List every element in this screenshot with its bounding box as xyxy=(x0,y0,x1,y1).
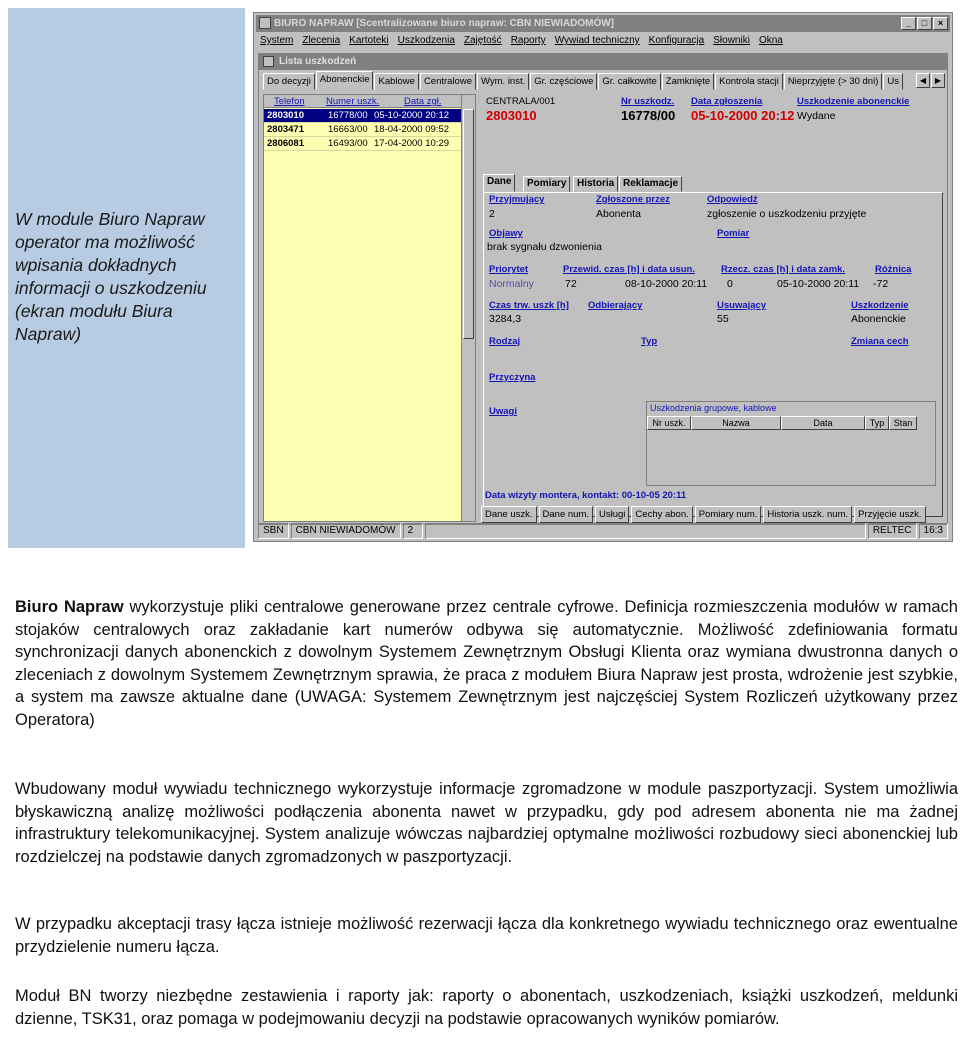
caption-line: wpisania dokładnych xyxy=(15,255,177,275)
zgloszone-label: Zgłoszone przez xyxy=(596,194,670,205)
roznica-label: Różnica xyxy=(875,264,912,275)
category-tabs xyxy=(263,73,945,90)
czas-label: Czas trw. uszk [h] xyxy=(489,300,569,311)
cell-telefon: 2803471 xyxy=(267,124,304,135)
priorytet-label: Priorytet xyxy=(489,264,529,275)
przyjmujacy-label: Przyjmujący xyxy=(489,194,545,205)
usuwajacy-label: Usuwający xyxy=(717,300,767,311)
cell-numer: 16493/00 xyxy=(328,138,368,149)
caption-line: W module Biuro Napraw xyxy=(15,209,205,229)
wizyta-label: Data wizyty montera, kontakt: 00-10-05 20:11 xyxy=(485,490,687,501)
tab-scroll-left-icon[interactable]: ◀ xyxy=(916,73,930,88)
tab-abonenckie[interactable]: Abonenckie xyxy=(316,71,374,90)
menu-zlecenia[interactable]: Zlecenia xyxy=(302,35,341,46)
minimize-icon[interactable]: _ xyxy=(901,17,916,30)
pomiary-num-button[interactable]: Pomiary num. xyxy=(695,506,762,523)
paragraph-1-bold: Biuro Napraw xyxy=(15,598,124,616)
przyjmujacy-value[interactable]: 2 xyxy=(489,208,495,220)
menu-slowniki[interactable]: Słowniki xyxy=(713,35,750,46)
nr-uszkodz-label: Nr uszkodz. xyxy=(621,96,675,107)
col-data[interactable]: Data zgł. xyxy=(404,96,442,107)
historia-uszk-button[interactable]: Historia uszk. num. xyxy=(763,506,852,523)
caption-text xyxy=(15,208,240,346)
paragraph-3: W przypadku akceptacji trasy łącza istnieje możliwość rezerwacji łącza dla konkretnego wywiadu technicznego oraz ewentualne przydzielenie numeru łącza. xyxy=(15,915,958,956)
rodzaj-label: Rodzaj xyxy=(489,336,521,347)
tab-historia[interactable]: Historia xyxy=(573,176,618,192)
list-scroll-thumb[interactable] xyxy=(463,109,474,339)
priorytet-value[interactable]: Normalny xyxy=(489,278,534,290)
caption-line: Napraw) xyxy=(15,324,82,344)
damage-list-titlebar xyxy=(259,54,947,70)
app-title: BIURO NAPRAW [Scentralizowane biuro napraw: CBN NIEWIADOMÓW] xyxy=(274,18,615,29)
czas-value: 3284,3 xyxy=(489,313,522,325)
data-zgl-value: 05-10-2000 20:12 xyxy=(691,108,795,123)
przewid-date-value[interactable]: 08-10-2000 20:11 xyxy=(625,278,708,290)
przyczyna-label: Przyczyna xyxy=(489,372,536,383)
status-time: 16:3 xyxy=(919,523,948,539)
group-col-stan[interactable]: Stan xyxy=(889,416,917,430)
przewid-label: Przewid. czas [h] i data usun. xyxy=(563,264,695,275)
tab-scroll-right-icon[interactable]: ▶ xyxy=(931,73,945,88)
uszkodzenie-label: Uszkodzenie xyxy=(851,300,909,311)
roznica-value: -72 xyxy=(873,278,889,290)
cell-data: 05-10-2000 20:12 xyxy=(374,110,450,121)
menu-zajetosc[interactable]: Zajętość xyxy=(463,35,502,46)
uszk-ab-label: Uszkodzenie abonenckie xyxy=(797,96,910,107)
app-window xyxy=(253,12,953,542)
status-reltec: RELTEC xyxy=(868,523,917,539)
uwagi-label: Uwagi xyxy=(489,406,517,417)
rzecz-h-value[interactable]: 0 xyxy=(727,278,733,290)
cell-telefon: 2803010 xyxy=(267,110,304,121)
damage-list-window xyxy=(258,53,948,525)
menu-system[interactable]: System xyxy=(260,35,294,46)
window-icon xyxy=(263,56,274,67)
app-icon xyxy=(259,17,271,29)
caption-line: (ekran modułu Biura xyxy=(15,301,173,321)
paragraph-4: Moduł BN tworzy niezbędne zestawienia i raporty jak: raporty o abonentach, uszkodzeniach, książki uszkodzeń, meldunki dzienne, TSK31, oraz pomaga w podejmowaniu decyzji na podstawie opracowanych wyników pomiarów. xyxy=(15,987,958,1028)
status-spacer xyxy=(425,523,866,539)
group-col-data[interactable]: Data xyxy=(781,416,865,430)
col-telefon[interactable]: Telefon xyxy=(274,96,305,107)
data-zgl-label: Data zgłoszenia xyxy=(691,96,763,107)
list-scrollbar[interactable] xyxy=(461,95,475,521)
close-icon[interactable]: × xyxy=(933,17,948,30)
paragraph-1-text: wykorzystuje pliki centralowe generowane przez centrale cyfrowe. Definicja rozmieszczenia modułów w ramach stojaków centralowych oraz zakładanie kart numerów odbywa się automatycznie. Możliwość zdefiniowania formatu synchronizacji danych abonenckich z dowolnym Systemem Zewnętrznym Obsługi Klienta oraz wymiana dwustronna danych o zleceniach z dowolnym Systemem Zewnętrznym sprawia, że praca z modułem Biura Napraw jest prosta, wdrożenie jest szybkie, a system ma zawsze aktualne dane (UWAGA: Systemem Zewnętrznym jest najczęściej System Rozliczeń użytkowany przez Operatora) xyxy=(15,598,958,729)
rzecz-date-value[interactable]: 05-10-2000 20:11 xyxy=(777,278,860,290)
group-col-typ[interactable]: Typ xyxy=(865,416,889,430)
dane-uszk-button[interactable]: Dane uszk. xyxy=(481,506,537,523)
cell-numer: 16663/00 xyxy=(328,124,368,135)
col-numer[interactable]: Numer uszk. xyxy=(326,96,380,107)
phone-value: 2803010 xyxy=(486,108,537,123)
odpowiedz-value[interactable]: zgłoszenie o uszkodzeniu przyjęte xyxy=(707,208,867,220)
damage-list-title: Lista uszkodzeń xyxy=(279,56,357,67)
list-row[interactable] xyxy=(264,137,462,151)
cell-telefon: 2806081 xyxy=(267,138,304,149)
tab-reklamacje[interactable]: Reklamacje xyxy=(619,176,682,192)
tab-zamkniete[interactable]: Zamknięte xyxy=(662,73,714,90)
tab-dane[interactable]: Dane xyxy=(483,174,515,192)
status-cbn: CBN NIEWIADOMÓW xyxy=(291,523,401,539)
uszk-ab-value: Wydane xyxy=(797,110,836,122)
cell-data: 17-04-2000 10:29 xyxy=(374,138,450,149)
maximize-icon[interactable]: □ xyxy=(917,17,932,30)
zgloszone-value[interactable]: Abonenta xyxy=(596,208,641,220)
window-controls xyxy=(901,17,948,30)
rzecz-label: Rzecz. czas [h] i data zamk. xyxy=(721,264,846,275)
menu-konfiguracja[interactable]: Konfiguracja xyxy=(648,35,705,46)
tab-centralowe[interactable]: Centralowe xyxy=(420,73,476,90)
centrala-label: CENTRALA/001 xyxy=(486,96,556,107)
uslugi-button[interactable]: Usługi xyxy=(595,506,629,523)
tab-gr-czesciowe[interactable]: Gr. częściowe xyxy=(530,73,597,90)
przyjecie-uszk-button[interactable]: Przyjęcie uszk. xyxy=(854,506,925,523)
odbierajacy-label: Odbierający xyxy=(588,300,643,311)
status-user: 2 xyxy=(403,523,423,539)
zmiana-label: Zmiana cech xyxy=(851,336,909,347)
objawy-value[interactable]: brak sygnału dzwonienia xyxy=(487,241,602,253)
tab-kontrola-stacji[interactable]: Kontrola stacji xyxy=(715,73,783,90)
menu-raporty[interactable]: Raporty xyxy=(510,35,546,46)
typ-label: Typ xyxy=(641,336,658,347)
menu-wywiad[interactable]: Wywiad techniczny xyxy=(554,35,640,46)
usuwajacy-value[interactable]: 55 xyxy=(717,313,729,325)
detail-panel xyxy=(481,94,945,522)
menu-uszkodzenia[interactable]: Uszkodzenia xyxy=(397,35,455,46)
dane-num-button[interactable]: Dane num. xyxy=(539,506,593,523)
pomiar-label: Pomiar xyxy=(717,228,750,239)
cell-data: 18-04-2000 09:52 xyxy=(374,124,450,135)
tab-do-decyzji[interactable]: Do decyzji xyxy=(263,73,315,90)
cechy-abon-button[interactable]: Cechy abon. xyxy=(631,506,692,523)
menu-okna[interactable]: Okna xyxy=(758,35,783,46)
uszkodzenie-value[interactable]: Abonenckie xyxy=(851,313,906,325)
tab-us[interactable]: Us xyxy=(883,73,903,90)
group-col-nr[interactable]: Nr uszk. xyxy=(647,416,691,430)
cell-numer: 16778/00 xyxy=(328,110,368,121)
caption-line: operator ma możliwość xyxy=(15,232,195,252)
tab-pomiary[interactable]: Pomiary xyxy=(523,176,570,192)
tab-gr-calkowite[interactable]: Gr. całkowite xyxy=(598,73,660,90)
przewid-h-value[interactable]: 72 xyxy=(565,278,577,290)
paragraph-1 xyxy=(15,596,958,732)
tab-wym-inst[interactable]: Wym. inst. xyxy=(477,73,529,90)
menu-kartoteki[interactable]: Kartoteki xyxy=(349,35,389,46)
menu-bar xyxy=(258,33,948,49)
tab-kablowe[interactable]: Kablowe xyxy=(374,73,418,90)
list-row[interactable] xyxy=(264,123,462,137)
group-table-title: Uszkodzenia grupowe, kablowe xyxy=(650,403,777,413)
caption-box xyxy=(8,8,245,548)
list-row[interactable] xyxy=(264,109,462,123)
tab-nieprzyjete[interactable]: Nieprzyjęte (> 30 dni) xyxy=(784,73,883,90)
tab-scroll xyxy=(916,73,945,88)
paragraph-2: Wbudowany moduł wywiadu technicznego wykorzystuje informacje zgromadzone w module paszportyzacji. System umożliwia błyskawiczną analizę możliwości podłączenia abonenta nawet w przypadku, gdy pod adresem abonenta nie ma żadnej infrastruktury telekomunikacyjnej. System analizuje wówczas najbardziej optymalne możliwości rozbudowy sieci abonenckiej lub rozdzielczej na podstawie danych zgromadzonych w paszportyzacji. xyxy=(15,780,958,866)
status-system: SBN xyxy=(258,523,289,539)
status-bar xyxy=(258,523,948,539)
group-col-nazwa[interactable]: Nazwa xyxy=(691,416,781,430)
group-damage-table xyxy=(646,401,936,486)
objawy-label: Objawy xyxy=(489,228,523,239)
odpowiedz-label: Odpowiedź xyxy=(707,194,758,205)
caption-line: informacji o uszkodzeniu xyxy=(15,278,207,298)
nr-uszkodz-value: 16778/00 xyxy=(621,108,676,123)
list-header xyxy=(264,95,462,108)
detail-buttons xyxy=(481,506,945,524)
app-titlebar xyxy=(256,15,950,32)
damage-list xyxy=(263,94,476,522)
